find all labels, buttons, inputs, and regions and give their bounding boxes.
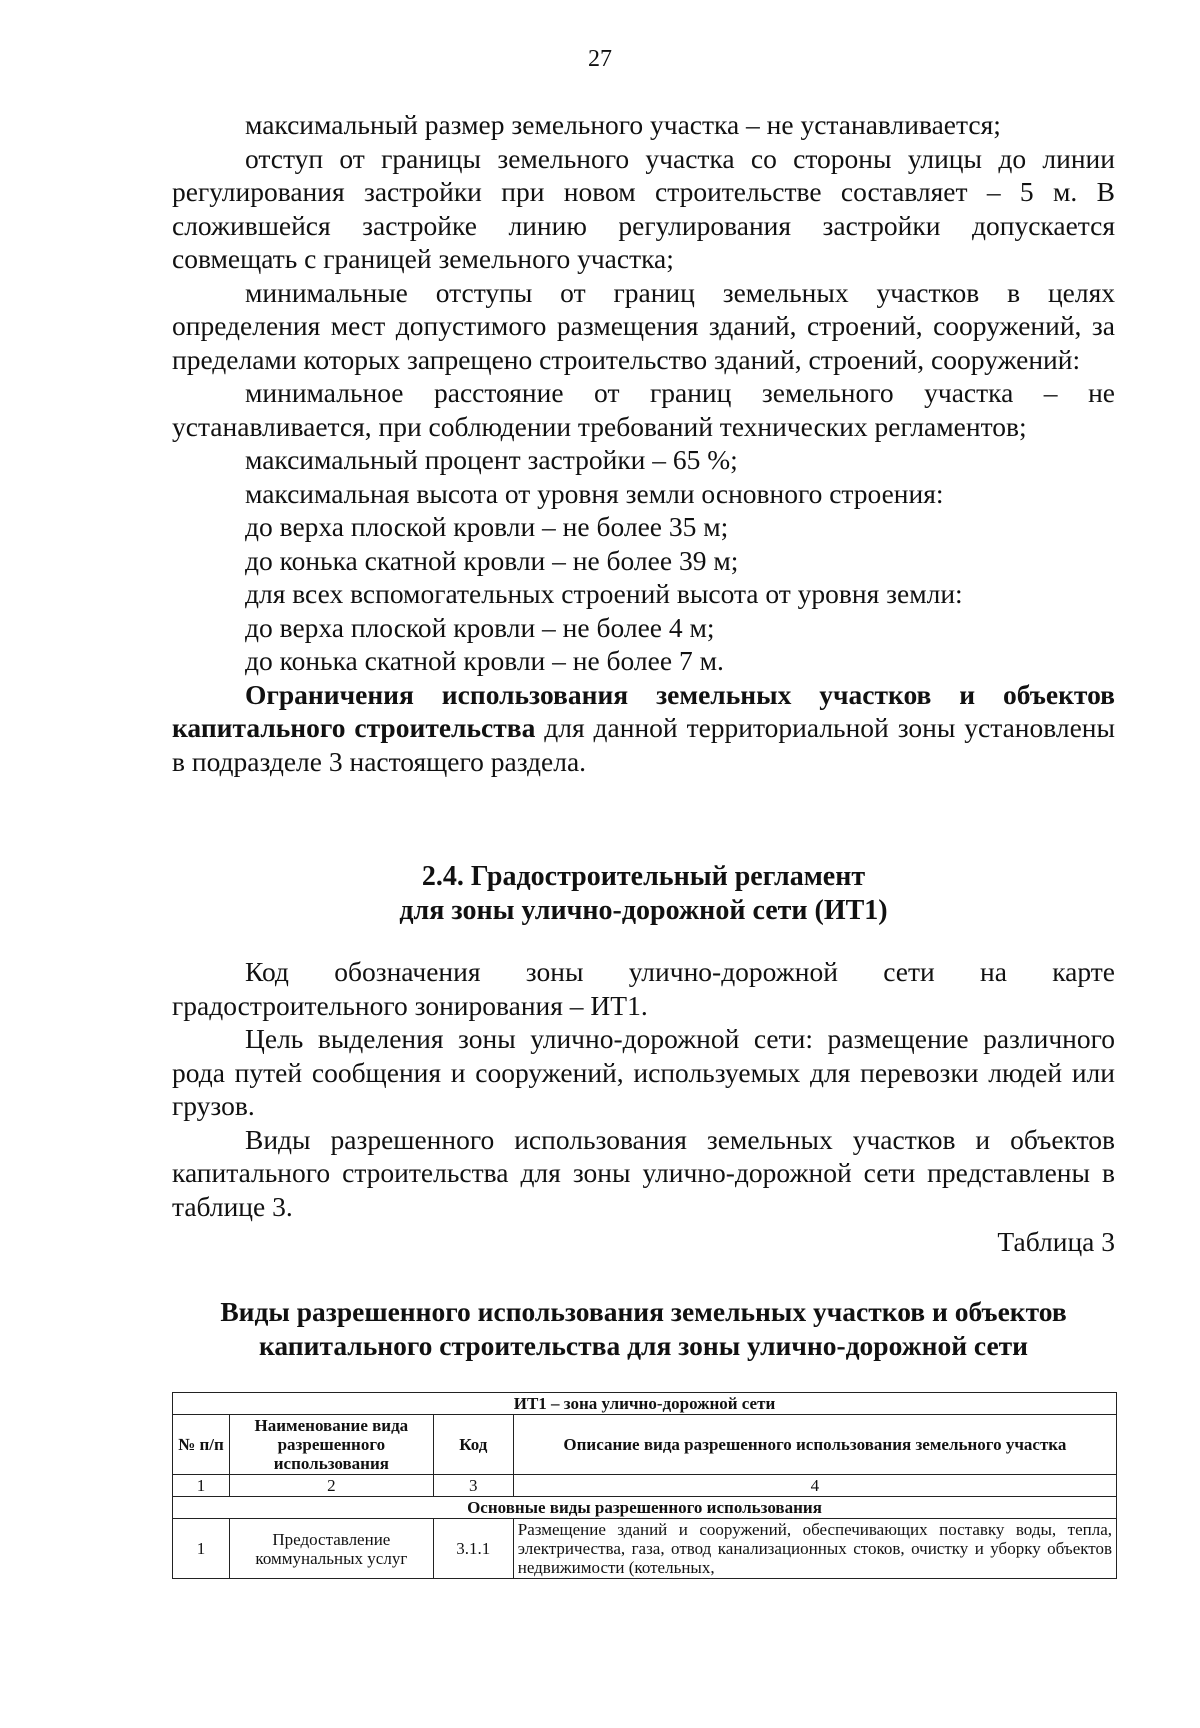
table-title-line: капитального строительства для зоны улично-дорожной сети [258,1330,1029,1361]
paragraph: Виды разрешенного использования земельных участков и объектов капитального строительства для зоны улично-дорожной сети представлены в таблице 3. [172,1123,1115,1222]
paragraph: Цель выделения зоны улично-дорожной сети: размещение различного рода путей сообщения и сооружений, используемых для перевозки людей или грузов. [172,1023,1115,1121]
table-title [172,1295,1115,1363]
column-number: 1 [173,1475,230,1497]
column-number-row [173,1475,1117,1497]
paragraph: максимальный процент застройки – 65 %; [245,444,738,475]
header-cell: Описание вида разрешенного использования земельного участка [513,1415,1116,1475]
group-header: Основные виды разрешенного использования [173,1497,1117,1519]
section-text [172,955,1115,1223]
column-number: 4 [513,1475,1116,1497]
header-cell: Наименование вида разрешенного использования [229,1415,433,1475]
page-number: 27 [588,46,612,72]
section-title [172,860,1115,928]
paragraph: максимальная высота от уровня земли основного строения: [245,477,944,509]
section-title-line: 2.4. Градостроительный регламент [421,861,866,892]
paragraph: до верха плоской кровли – не более 4 м; [245,611,715,643]
uses-table [172,1392,1117,1579]
restrictions-bold: Ограничения использования земельных участков и объектов капитального строительства [172,678,1115,743]
table-row [173,1519,1117,1579]
restrictions-rest: для данной территориальной зоны установлены в подразделе 3 настоящего раздела. [172,712,1115,777]
zone-header-row [173,1393,1117,1415]
group-header-row [173,1497,1117,1519]
paragraph: минимальное расстояние от границ земельного участка – не устанавливается, при соблюдении требований технических регламентов; [172,377,1115,442]
table-label: Таблица 3 [997,1226,1115,1257]
section-title-line: для зоны улично-дорожной сети (ИТ1) [399,895,888,926]
column-number: 3 [433,1475,513,1497]
body-text [172,108,1115,778]
row-code: 3.1.1 [433,1519,513,1579]
paragraph: для всех вспомогательных строений высота от уровня земли: [245,578,963,609]
paragraph: до конька скатной кровли – не более 39 м; [245,544,739,576]
paragraph: отступ от границы земельного участка со стороны улицы до линии регулирования застройки при новом строительстве составляет – 5 м. В сложившейся застройке линию регулирования застройки допускается совмещать с границей земельного участка; [172,142,1115,274]
row-name: Предоставление коммунальных услуг [229,1519,433,1579]
paragraph: до верха плоской кровли – не более 35 м; [245,511,729,542]
paragraph: до конька скатной кровли – не более 7 м. [245,645,724,676]
header-row [173,1415,1117,1475]
restrictions-paragraph [172,678,1115,779]
row-number: 1 [173,1519,230,1579]
zone-header: ИТ1 – зона улично-дорожной сети [173,1393,1117,1415]
column-number: 2 [229,1475,433,1497]
row-description: Размещение зданий и сооружений, обеспечивающих поставку воды, тепла, электричества, газа, отвод канализационных стоков, очистку и уборку объектов недвижимости (котельных, [513,1519,1116,1579]
header-cell: № п/п [173,1415,230,1475]
paragraph: максимальный размер земельного участка – не устанавливается; [245,109,1001,140]
paragraph: Код обозначения зоны улично-дорожной сети на карте градостроительного зонирования – ИТ1. [172,956,1115,1021]
paragraph: минимальные отступы от границ земельных участков в целях определения мест допустимого размещения зданий, строений, сооружений, за пределами которых запрещено строительство зданий, строений, сооружений: [172,276,1115,375]
table-title-line: Виды разрешенного использования земельных участков и объектов [220,1296,1067,1327]
header-cell: Код [433,1415,513,1475]
